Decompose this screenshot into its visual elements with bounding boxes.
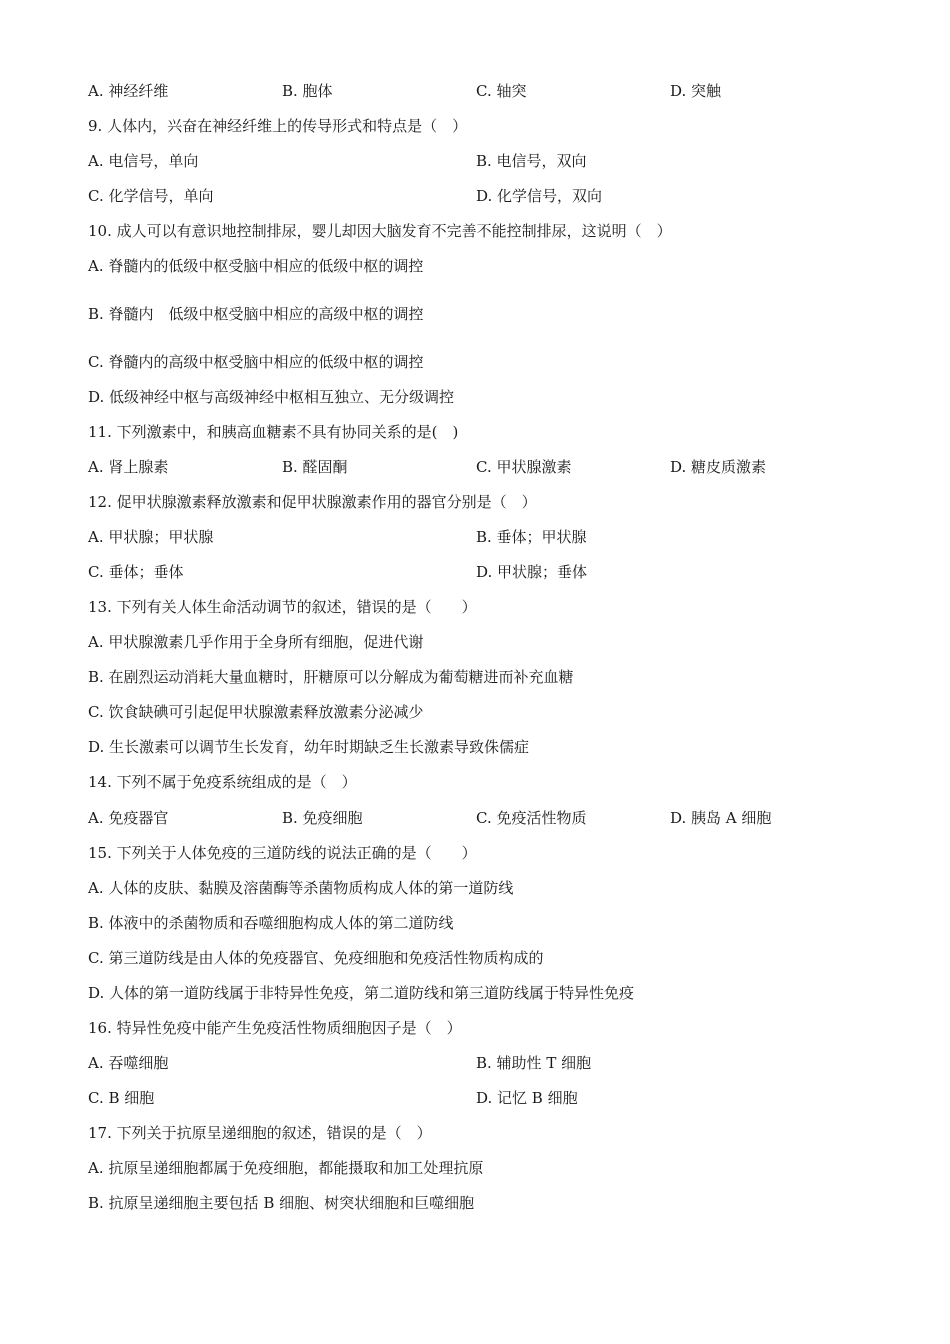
q12-option-a: A. 甲状腺；甲状腺 [88, 528, 214, 546]
q9-option-d: D. 化学信号，双向 [476, 187, 603, 205]
q15-stem: 15. 下列关于人体免疫的三道防线的说法正确的是（ ） [88, 844, 477, 862]
q9-option-a: A. 电信号，单向 [88, 152, 199, 170]
q9-option-c: C. 化学信号，单向 [88, 187, 214, 205]
q11-option-c: C. 甲状腺激素 [476, 458, 572, 476]
q15-option-d: D. 人体的第一道防线属于非特异性免疫，第二道防线和第三道防线属于特异性免疫 [88, 984, 635, 1002]
q14-stem: 14. 下列不属于免疫系统组成的是（ ） [88, 773, 357, 791]
q9-stem: 9. 人体内，兴奋在神经纤维上的传导形式和特点是（ ） [88, 117, 468, 135]
q8-option-a: A. 神经纤维 [88, 82, 169, 100]
q9-option-b: B. 电信号，双向 [476, 152, 587, 170]
q10-option-c: C. 脊髓内的高级中枢受脑中相应的低级中枢的调控 [88, 353, 424, 371]
q16-option-d: D. 记忆 B 细胞 [476, 1089, 578, 1107]
q10-option-b: B. 脊髓内 低级中枢受脑中相应的高级中枢的调控 [88, 305, 424, 323]
q15-option-b: B. 体液中的杀菌物质和吞噬细胞构成人体的第二道防线 [88, 914, 454, 932]
q13-option-a: A. 甲状腺激素几乎作用于全身所有细胞，促进代谢 [88, 633, 424, 651]
q14-option-c: C. 免疫活性物质 [476, 809, 587, 827]
q10-option-a: A. 脊髓内的低级中枢受脑中相应的低级中枢的调控 [88, 257, 424, 275]
q17-option-b: B. 抗原呈递细胞主要包括 B 细胞、树突状细胞和巨噬细胞 [88, 1194, 475, 1212]
q13-option-b: B. 在剧烈运动消耗大量血糖时，肝糖原可以分解成为葡萄糖进而补充血糖 [88, 668, 574, 686]
q16-stem: 16. 特异性免疫中能产生免疫活性物质细胞因子是（ ） [88, 1019, 462, 1037]
q11-stem: 11. 下列激素中，和胰高血糖素不具有协同关系的是( ) [88, 423, 459, 441]
q10-stem: 10. 成人可以有意识地控制排尿，婴儿却因大脑发育不完善不能控制排尿，这说明（ ） [88, 222, 672, 240]
q11-option-d: D. 糖皮质激素 [670, 458, 767, 476]
q8-option-c: C. 轴突 [476, 82, 527, 100]
q12-option-b: B. 垂体；甲状腺 [476, 528, 587, 546]
q13-option-c: C. 饮食缺碘可引起促甲状腺激素释放激素分泌减少 [88, 703, 424, 721]
q16-option-b: B. 辅助性 T 细胞 [476, 1054, 592, 1072]
q14-option-a: A. 免疫器官 [88, 809, 169, 827]
q12-option-d: D. 甲状腺；垂体 [476, 563, 588, 581]
q11-option-a: A. 肾上腺素 [88, 458, 169, 476]
q16-option-c: C. B 细胞 [88, 1089, 155, 1107]
q17-option-a: A. 抗原呈递细胞都属于免疫细胞，都能摄取和加工处理抗原 [88, 1159, 484, 1177]
q10-option-d: D. 低级神经中枢与高级神经中枢相互独立、无分级调控 [88, 388, 455, 406]
q15-option-c: C. 第三道防线是由人体的免疫器官、免疫细胞和免疫活性物质构成的 [88, 949, 544, 967]
q14-option-d: D. 胰岛 A 细胞 [670, 809, 772, 827]
q8-option-b: B. 胞体 [282, 82, 333, 100]
q12-stem: 12. 促甲状腺激素释放激素和促甲状腺激素作用的器官分别是（ ） [88, 493, 537, 511]
q13-stem: 13. 下列有关人体生命活动调节的叙述，错误的是（ ） [88, 598, 477, 616]
q16-option-a: A. 吞噬细胞 [88, 1054, 169, 1072]
q14-option-b: B. 免疫细胞 [282, 809, 363, 827]
q13-option-d: D. 生长激素可以调节生长发育，幼年时期缺乏生长激素导致侏儒症 [88, 738, 530, 756]
q17-stem: 17. 下列关于抗原呈递细胞的叙述，错误的是（ ） [88, 1124, 432, 1142]
q12-option-c: C. 垂体；垂体 [88, 563, 184, 581]
q11-option-b: B. 醛固酮 [282, 458, 348, 476]
q15-option-a: A. 人体的皮肤、黏膜及溶菌酶等杀菌物质构成人体的第一道防线 [88, 879, 514, 897]
q8-option-d: D. 突触 [670, 82, 722, 100]
